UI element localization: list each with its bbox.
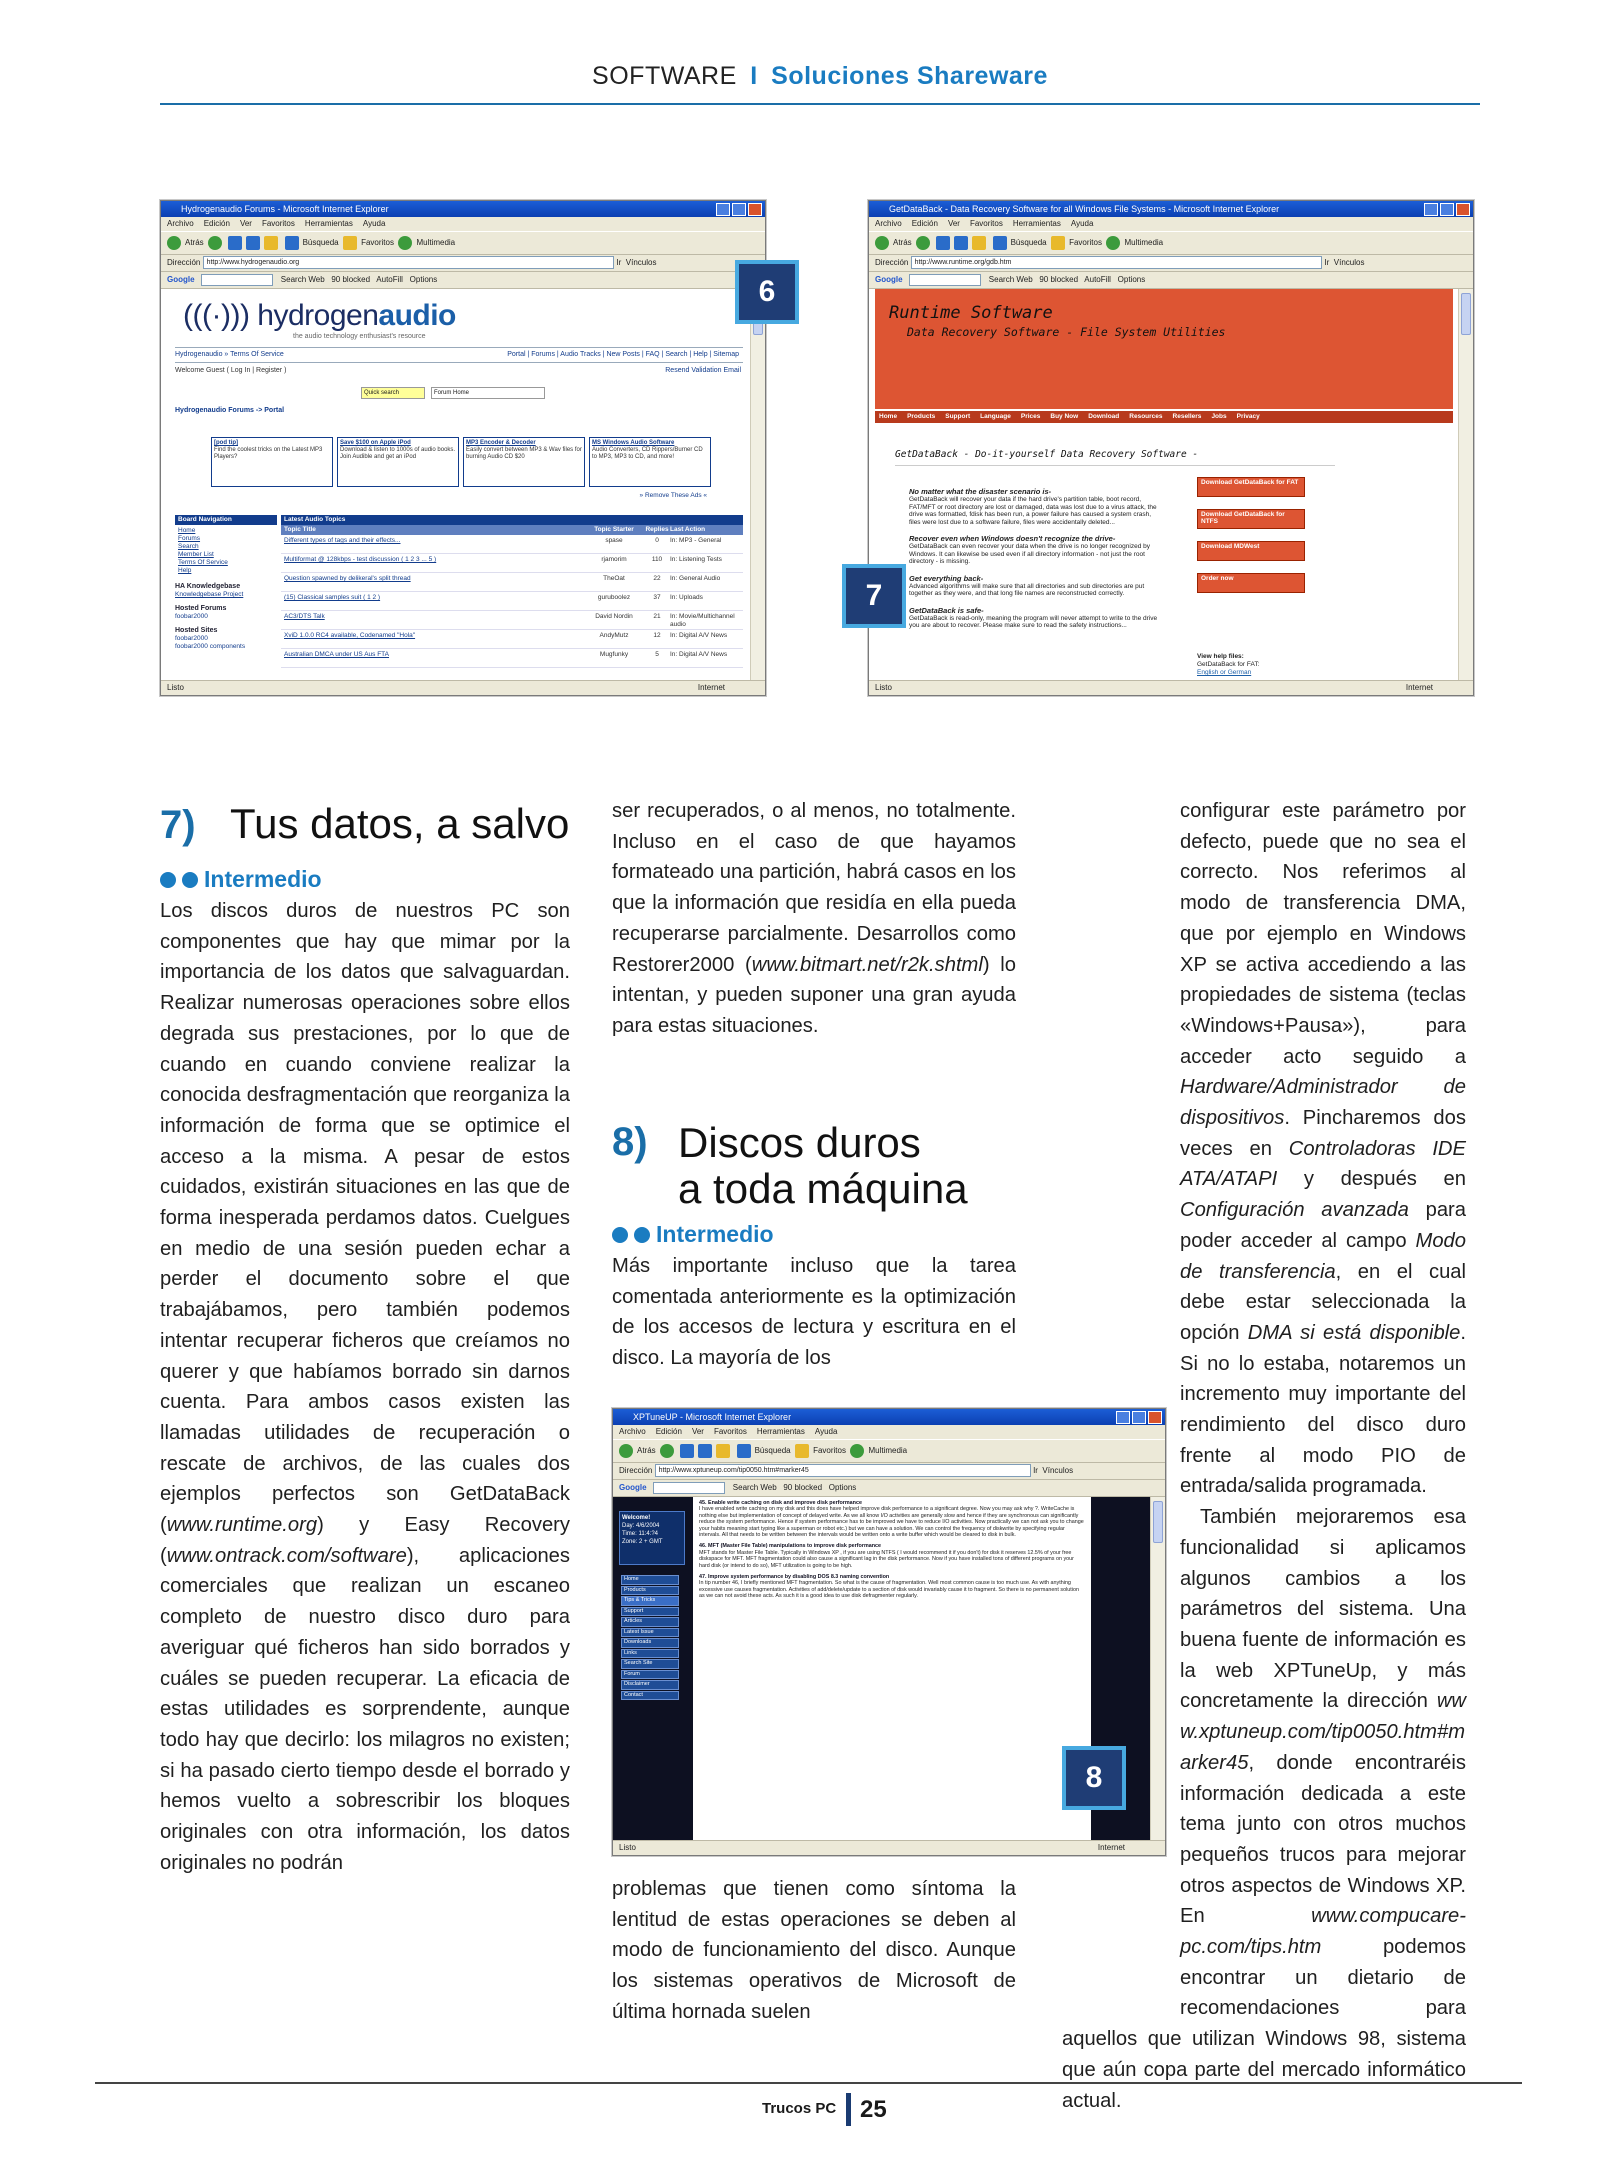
section-title: No matter what the disaster scenario is- [909,487,1052,496]
hosted-site-link[interactable]: foobar2000 [175,635,208,642]
menu-archivo[interactable]: Archivo [619,1427,646,1436]
address-label: Dirección [875,258,909,267]
logo-waves: (((·))) [183,299,250,332]
section-title: Get everything back- [909,573,984,583]
options-button[interactable]: Options [828,1483,857,1492]
favorites-label[interactable]: Favoritos [813,1446,846,1455]
runtime-tagline: Data Recovery Software - File System Utilities [907,325,1226,339]
nav-left[interactable]: Hydrogenaudio » Terms Of Service [175,351,284,358]
url-compucare: www.compucare-pc.com/tips.htm [1180,1905,1466,1959]
favorites-label[interactable]: Favoritos [361,238,394,247]
breadcrumb[interactable]: Hydrogenaudio Forums -> Portal [175,407,285,414]
go-button[interactable]: Ir [1033,1466,1038,1475]
kb-link[interactable]: Knowledgebase Project [175,591,244,598]
window-title: GetDataBack - Data Recovery Software for all Windows File Systems - Microsoft Internet Explorer [889,204,1280,214]
browser-toolbar [161,231,765,255]
tip-text: MFT stands for Master File Table. Typically in Windows XP , if you are using NTFS ( I would recommend it if you don't) for disk it reserves 12.5% of your free diskspace for MFT. MFT fragmentation could also cause a significant lag in the disk performance. Now if you have installed tons of different programs on your hard disk (or intend to do so), MFT utilization is going to be high. [699,1549,1074,1569]
screenshot-getdataback [868,200,1474,696]
figure-badge-6: 6 [735,260,799,324]
clock-line: Zone: 2 + GMT [622,1539,663,1545]
footer-magazine: Trucos PC [762,2100,837,2117]
maximize-icon[interactable] [1440,203,1454,216]
close-icon[interactable] [1456,203,1470,216]
back-icon[interactable] [619,1444,633,1458]
go-button[interactable]: Ir [1324,258,1330,267]
menu-ver[interactable]: Ver [947,219,960,228]
status-zone: Internet [1097,1843,1125,1852]
search-icon[interactable] [285,236,299,250]
hosted-forum-link[interactable]: foobar2000 [175,613,208,620]
close-icon[interactable] [748,203,762,216]
go-button[interactable]: Ir [616,258,622,267]
topic-row[interactable]: Question spawned by delikeral's split thread TheOat 22 In: General Audio [281,573,743,592]
menu-favoritos[interactable]: Favoritos [713,1427,747,1436]
help-links[interactable]: English or German [1197,669,1252,676]
favorites-icon[interactable] [795,1444,809,1458]
links-label[interactable]: Vínculos [1042,1466,1074,1475]
nav-button[interactable]: Home [621,1575,679,1585]
back-label[interactable]: Atrás [637,1446,656,1455]
popup-blocked-button[interactable]: 90 blocked [783,1483,823,1492]
italic-term: Hardware/Administrador de dispositivos [1180,1076,1466,1130]
home-icon[interactable] [716,1444,730,1458]
status-text: Listo [875,683,892,692]
status-bar [869,680,1473,695]
level-label: Intermedio [656,1221,774,1247]
ad-item[interactable]: Save $100 on Apple iPod Download & listen to 1000s of audio books. Join Audible and get an iPod [337,437,459,487]
address-label: Dirección [619,1466,653,1475]
section-8-heading [612,1120,1016,1212]
paragraph: . Si no lo estaba, notaremos un incremento muy importante del rendimiento del disco duro frente al modo PIO de entrada/salida programada. [1180,1321,1466,1498]
download-mdwest-button[interactable]: Download MDWest [1197,541,1305,561]
section-title: a toda máquina [678,1165,968,1212]
section-7-heading [160,800,570,848]
topic-row[interactable]: AC3/DTS Talk David Nordin 21 In: Movie/Multichannel audio [281,611,743,630]
stop-icon[interactable] [228,236,242,250]
site-menu-item[interactable]: Buy Now [1050,413,1079,420]
topic-row[interactable]: Multiformat @ 128kbps - test discussion ( 1 2 3 ... 5 ) rjamorim 110 In: Listening Tests [281,554,743,573]
site-menu-item[interactable]: Products [907,413,936,420]
download-sidebar [1197,477,1305,677]
running-header [160,62,1480,102]
browser-toolbar [869,231,1473,255]
clock-line: Time: 11:4:?4 [622,1531,659,1537]
topic-row[interactable]: XviD 1.0.0 RC4 available, Codenamed "Hola" AndyMutz 12 In: Digital A/V News [281,630,743,649]
stop-icon[interactable] [680,1444,694,1458]
footer-rule [95,2082,1522,2084]
nav-link[interactable]: Forums [178,535,201,542]
board-nav-header: Board Navigation [175,515,277,525]
welcome-text[interactable]: Welcome Guest ( Log In | Register ) [175,367,287,374]
site-menu-item[interactable]: Prices [1020,413,1041,420]
google-search-input[interactable] [909,274,981,286]
multimedia-label[interactable]: Multimedia [868,1446,908,1455]
vertical-scrollbar[interactable] [1458,289,1473,681]
order-now-button[interactable]: Order now [1197,573,1305,593]
heading-rule [895,465,1335,466]
topics-columns: Topic Title Topic Starter Replies Last Action [281,525,743,535]
board-navigation [175,515,277,681]
home-icon[interactable] [972,236,986,250]
kb-heading: HA Knowledgebase [175,583,241,590]
site-menu-item[interactable]: Home [879,413,898,420]
nav-link[interactable]: Home [178,527,196,534]
tip-title: 46. MFT (Master File Table) manipulations to improve disk performance [699,1543,882,1550]
status-bar [161,680,765,695]
back-icon[interactable] [167,236,181,250]
resend-link[interactable]: Resend Validation Email [665,367,741,374]
level-label: Intermedio [204,866,322,892]
autofill-button[interactable]: AutoFill [376,275,403,284]
italic-term: DMA si está disponible [1247,1321,1461,1344]
options-button[interactable]: Options [1117,275,1146,284]
section-title: Discos duros [678,1119,921,1166]
refresh-icon[interactable] [698,1444,712,1458]
search-web-button[interactable]: Search Web [732,1483,777,1492]
back-icon[interactable] [875,236,889,250]
multimedia-label[interactable]: Multimedia [416,238,456,247]
paragraph: configurar este parámetro por defecto, puede que no sea el correcto. Nos referimos al modo de transferencia DMA, que por ejemplo en Windows XP se activa accediendo a las propiedades de sistema (teclas «Windows+Pausa»), para acceder acto seguido a [1180,800,1466,1068]
menu-bar [161,217,765,231]
favorites-label[interactable]: Favoritos [1069,238,1102,247]
google-logo: Google [167,275,195,284]
window-title: Hydrogenaudio Forums - Microsoft Internet Explorer [181,204,389,214]
help-text: GetDataBack for FAT: [1197,661,1260,668]
minimize-icon[interactable] [1424,203,1438,216]
site-menu-item[interactable]: Jobs [1211,413,1227,420]
status-text: Listo [619,1843,636,1852]
nav-button[interactable]: Latest Issue [621,1628,679,1638]
autofill-button[interactable]: AutoFill [1084,275,1111,284]
maximize-icon[interactable] [732,203,746,216]
level-dot-icon [160,872,176,888]
clock-line: Welcome! [622,1515,651,1521]
address-input[interactable]: http://www.xptuneup.com/tip0050.htm#marker45 [655,1464,1031,1477]
back-label[interactable]: Atrás [185,238,204,247]
tip-title: 47. Improve system performance by disabling DOS 8.3 naming convention [699,1574,890,1581]
options-button[interactable]: Options [409,275,438,284]
topic-row[interactable]: (15) Classical samples suit ( 1 2 ) guruboolez 37 In: Uploads [281,592,743,611]
topic-row[interactable]: Australian DMCA under US Aus FTA Mugfunky 5 In: Digital A/V News [281,649,743,668]
forum-nav [175,347,743,363]
remove-ads-link[interactable]: » Remove These Ads « [639,492,707,499]
level-indicator-7 [160,866,322,893]
footer-separator-bar [846,2093,851,2126]
refresh-icon[interactable] [954,236,968,250]
google-toolbar [161,272,765,289]
menu-favoritos[interactable]: Favoritos [969,219,1003,228]
screenshot-hydrogenaudio [160,200,766,696]
nav-button-active[interactable]: Tips & Tricks [621,1596,679,1606]
help-title: View help files: [1197,653,1244,660]
paragraph: , en el cual debe estar seleccionada la opción [1180,1260,1467,1344]
multimedia-label[interactable]: Multimedia [1124,238,1164,247]
menu-ayuda[interactable]: Ayuda [814,1427,838,1436]
column-2-text-top [612,796,1016,1042]
paragraph: ), aplicaciones comerciales que realizan un escaneo completo de nuestro disco duro para averiguar qué ficheros han sido borrados y cuáles se pueden recuperar. La eficacia de estas utilidades es sorprendente, aunque todo hay que decirlo: los milagros no existen; si ha pasado cierto tiempo desde el borrado y hemos vuelto a sobrescribir los bloques originales con otra información, los datos originales no podrán [160,1544,570,1874]
paragraph: . Pincharemos dos veces en [1180,1107,1466,1160]
menu-ayuda[interactable]: Ayuda [362,219,386,228]
latest-topics-header: Latest Audio Topics [281,515,743,525]
quick-search-input[interactable]: Quick search [361,387,425,399]
menu-herramientas[interactable]: Herramientas [1012,219,1061,228]
level-indicator-8 [612,1221,774,1248]
popup-blocked-button[interactable]: 90 blocked [1039,275,1079,284]
site-menu-item[interactable]: Language [980,413,1011,420]
hosted-sites-heading: Hosted Sites [175,627,218,634]
home-icon[interactable] [264,236,278,250]
xptuneup-sidebar [613,1497,693,1841]
nav-button[interactable]: Articles [621,1617,679,1627]
paragraph: ) lo intentan, y pueden suponer una gran ayuda para estas situaciones. [612,953,1017,1037]
url-xptuneup: www.xptuneup.com/tip0050.htm#marker45 [1180,1690,1466,1774]
stop-icon[interactable] [936,236,950,250]
status-zone: Internet [697,683,725,692]
search-icon[interactable] [737,1444,751,1458]
nav-button[interactable]: Links [621,1649,679,1659]
product-heading: GetDataBack - Do-it-yourself Data Recovery Software - [895,449,1199,460]
nav-link[interactable]: Help [178,567,192,574]
nav-button[interactable]: Search Site [621,1659,679,1669]
search-web-button[interactable]: Search Web [988,275,1033,284]
nav-link[interactable]: Terms Of Service [178,559,228,566]
favorites-icon[interactable] [343,236,357,250]
address-label: Dirección [167,258,201,267]
google-logo: Google [619,1483,647,1492]
tip-text: In tip number 46, I briefly mentioned MFT fragmentation. So what is the cause of fragmentation. Well most common cause is too much use. As with anything excessive use causes fragmentation. Activities of add/delete/update to a section of disk would invariably cause it to fragment. So there is no permanent solution as we can not avoid these acts. As such it is a good idea to use disk defragmenter regularly. [699,1580,1079,1600]
download-fat-button[interactable]: Download GetDataBack for FAT [1197,477,1305,497]
topic-row[interactable]: Different types of tags and their effects... spase 0 In: MP3 - General [281,535,743,554]
paragraph: , donde encontraréis información dedicada a este tema junto con otros muchos pequeños trucos para mejorar otros aspectos de Windows XP. En [1180,1751,1466,1928]
links-label[interactable]: Vínculos [1333,258,1365,267]
section-title: Recover even when Windows doesn't recognize the drive- [909,534,1116,543]
level-dot-icon [182,872,198,888]
section-number: 8) [612,1120,648,1164]
column-2-text-bottom [612,1874,1016,2028]
section-title: Tus datos, a salvo [230,800,570,847]
hosted-site-link[interactable]: foobar2000 components [175,643,246,650]
runtime-menu [875,411,1453,423]
address-bar [869,255,1473,272]
url-runtime: www.runtime.org [166,1514,318,1537]
back-label[interactable]: Atrás [893,238,912,247]
forward-icon[interactable] [916,236,930,250]
page-number: 25 [860,2096,887,2123]
search-label[interactable]: Búsqueda [302,238,339,247]
menu-favoritos[interactable]: Favoritos [261,219,295,228]
menu-ver[interactable]: Ver [239,219,252,228]
search-web-button[interactable]: Search Web [280,275,325,284]
logo-word-a: hydrogen [257,299,379,332]
status-text: Listo [167,683,184,692]
figure-badge-8: 8 [1062,1746,1126,1810]
latest-topics [281,515,743,681]
address-input[interactable]: http://www.runtime.org/gdb.htm [911,256,1323,269]
header-rule [160,103,1480,105]
italic-term: Controladoras IDE ATA/ATAPI [1180,1137,1466,1191]
multimedia-icon[interactable] [398,236,412,250]
forward-icon[interactable] [660,1444,674,1458]
menu-ayuda[interactable]: Ayuda [1070,219,1094,228]
paragraph: También mejoraremos esa funcionalidad si aplicamos algunos cambios a los parámetros del sistema. Una buena fuente de información es la web XPTuneUp, y más concretamente la dirección [1180,1506,1466,1713]
google-search-input[interactable] [201,274,273,286]
italic-term: Configuración avanzada [1180,1199,1409,1222]
level-dot-icon [634,1227,650,1243]
refresh-icon[interactable] [246,236,260,250]
site-menu-item[interactable]: Download [1088,413,1120,420]
section-text: Advanced algorithms will make sure that all directories and sub directories are put together as they were, and that long file names are reconstructed correctly. [909,582,1145,597]
page-viewport [875,289,1453,681]
logo-word-b: audio [378,299,456,332]
tip-title: 45. Enable write caching on disk and improve disk performance [699,1500,862,1506]
section-title: GetDataBack is safe- [909,605,984,615]
address-bar [161,255,765,272]
tips-content [693,1497,1091,1841]
scroll-thumb[interactable] [1461,293,1471,335]
google-search-input[interactable] [653,1482,725,1494]
search-label[interactable]: Búsqueda [1010,238,1047,247]
menu-ver[interactable]: Ver [691,1427,704,1436]
nav-right[interactable]: Portal | Forums | Audio Tracks | New Posts | FAQ | Search | Help | Sitemap [507,351,739,358]
nav-button[interactable]: Disclaimer [621,1680,679,1690]
column-3-text [1062,796,1467,2112]
popup-blocked-button[interactable]: 90 blocked [331,275,371,284]
column-2-text-mid [612,1251,1016,1374]
hydrogenaudio-logo [183,299,456,333]
menu-archivo[interactable]: Archivo [875,219,902,228]
url-ontrack: www.ontrack.com/software [166,1544,407,1567]
ad-item[interactable]: MS Windows Audio Software Audio Converters, CD Rippers/Burner CD to MP3, MP3 to CD, and more! [589,437,711,487]
favorites-icon[interactable] [1051,236,1065,250]
help-files [1197,653,1305,677]
menu-herramientas[interactable]: Herramientas [756,1427,805,1436]
paragraph: ) y Easy Recovery ( [160,1514,570,1567]
address-input[interactable]: http://www.hydrogenaudio.org [203,256,615,269]
window-titlebar [869,201,1473,217]
section-text: GetDataBack is read-only, meaning the program will never attempt to write to the drive you are about to recover. Please make sure to read the safety instructions... [909,614,1158,629]
paragraph: y después en [1277,1168,1466,1191]
column-1-text [160,896,570,2046]
tip-text: I have enabled write caching on my disk and this does have helped improve disk performance to a significant degree. Now you may ask why ?. WriteCache is nothing else but implementation of concept of delayed write. As we all know I/O activities are generally slow and hence if they are synchronous can significantly reduce the system performance. Hence if system performance has to be improved we have to reduce I/O activities. Now practically we can not ask you to change your habits meaning start typing like a superman or robot etc.) but we can have a solution. We can control the frequency of diskwrite by specifying regular intervals. All that needs to be written between the intervals would be written onto a write buffer which would be cleared to disk in bulk. [699,1506,1084,1539]
runtime-brand: Runtime Software [889,303,1053,323]
nav-button[interactable]: Downloads [621,1638,679,1648]
nav-button[interactable]: Support [621,1607,679,1617]
menu-archivo[interactable]: Archivo [167,219,194,228]
vertical-scrollbar[interactable] [750,289,765,681]
figure-wrap-spacer [1062,1394,1180,2024]
window-titlebar [161,201,765,217]
google-logo: Google [875,275,903,284]
search-label[interactable]: Búsqueda [754,1446,791,1455]
product-description [909,479,1159,630]
google-toolbar [869,272,1473,289]
section-text: GetDataBack can even recover your data when the drive is no longer recognized by Windows. It can likewise be used even if all directory information - not just the root directory - is missing. [909,543,1150,565]
paragraph: Más importante incluso que la tarea comentada anteriormente es la optimización de los accesos de lectura y escritura en el disco. La mayoría de los [612,1255,1016,1370]
header-section: SOFTWARE [592,62,737,90]
site-menu-item[interactable]: Resources [1129,413,1163,420]
ad-item[interactable]: MP3 Encoder & Decoder Easily convert between MP3 & Wav files for burning Audio CD $20 [463,437,585,487]
paragraph: ser recuperados, o al menos, no totalmente. Incluso en el caso de que hayamos formateado una partición, habrá casos en los que la información que residía en ella pueda recuperarse parcialmente. Desarrollos como Restorer2000 ( [612,800,1016,976]
nav-link[interactable]: Member List [178,551,214,558]
paragraph: para poder acceder al campo [1180,1199,1466,1252]
minimize-icon[interactable] [716,203,730,216]
menu-edicion[interactable]: Edición [203,219,230,228]
status-zone: Internet [1405,683,1433,692]
menu-edicion[interactable]: Edición [655,1427,682,1436]
site-menu-item[interactable]: Privacy [1236,413,1260,420]
header-subsection: Soluciones Shareware [771,62,1048,90]
ad-strip [211,437,711,487]
links-label[interactable]: Vínculos [625,258,657,267]
clock-line: Day: 4/6/2004 [622,1523,660,1529]
multimedia-icon[interactable] [850,1444,864,1458]
page-viewport [161,289,751,681]
download-ntfs-button[interactable]: Download GetDataBack for NTFS [1197,509,1305,529]
nav-button[interactable]: Forum [621,1670,679,1680]
paragraph: problemas que tienen como síntoma la lentitud de estas operaciones se deben al modo de funcionamiento del disco. Aunque los sistemas operativos de Microsoft de última hornada suelen [612,1878,1016,2023]
nav-button[interactable]: Products [621,1586,679,1596]
site-menu-item[interactable]: Resellers [1172,413,1202,420]
level-dot-icon [612,1227,628,1243]
hosted-forums-heading: Hosted Forums [175,605,227,612]
forum-select[interactable]: Forum Home [431,387,545,399]
italic-term: Modo de transferencia [1180,1229,1466,1283]
welcome-clock [619,1511,685,1565]
menu-herramientas[interactable]: Herramientas [304,219,353,228]
section-text: GetDataBack will recover your data if the hard drive's partition table, boot record, FAT/MFT or root directory are lost or damaged, data was lost due to a virus attack, the drive was formatted, fdisk has been run, a power failure has caused a system crash, files were lost due to a software failure, files were accidentally deleted... [909,496,1157,526]
ad-item[interactable]: [pod tip] Find the coolest tricks on the Latest MP3 Players? [211,437,333,487]
nav-button[interactable]: Contact [621,1691,679,1701]
paragraph: Los discos duros de nuestros PC son componentes que hay que mimar por la importancia de los datos que salvaguardan. Realizar numerosas operaciones sobre ellos degrada sus prestaciones, por lo que de cuando en cuando conviene realizar la conocida desfragmentación que reorganiza la información de forma que se optimice el acceso a la misma. A pesar de estos cuidados, existirán situaciones en las que de forma inesperada perdamos datos. Cuelgues en medio de una sesión pueden echar a perder el documento sobre el que trabajábamos, pero también podemos intentar recuperar ficheros que creíamos no querer y que habíamos borrado sin darnos cuenta. Para ambos casos existen las llamadas utilidades de recuperación o rescate de archivos, de las cuales dos ejemplos perfectos son GetDataBack ( [160,900,570,1537]
tagline: the audio technology enthusiast's resource [293,333,426,340]
multimedia-icon[interactable] [1106,236,1120,250]
forward-icon[interactable] [208,236,222,250]
paragraph: podemos encontrar un dietario de recomendaciones para aquellos que utilizan Windows 98, sistema que aún copa parte del mercado informático actual. [1062,1936,1466,2112]
site-menu-item[interactable]: Support [945,413,971,420]
section-number: 7) [160,803,196,847]
header-separator: I [750,62,758,90]
figure-badge-7: 7 [842,564,906,628]
menu-edicion[interactable]: Edición [911,219,938,228]
menu-bar [869,217,1473,231]
search-icon[interactable] [993,236,1007,250]
nav-link[interactable]: Search [178,543,199,550]
window-title: XPTuneUP - Microsoft Internet Explorer [633,1412,792,1422]
url-bitmart: www.bitmart.net/r2k.shtml [751,953,983,976]
xptuneup-nav [621,1575,679,1701]
